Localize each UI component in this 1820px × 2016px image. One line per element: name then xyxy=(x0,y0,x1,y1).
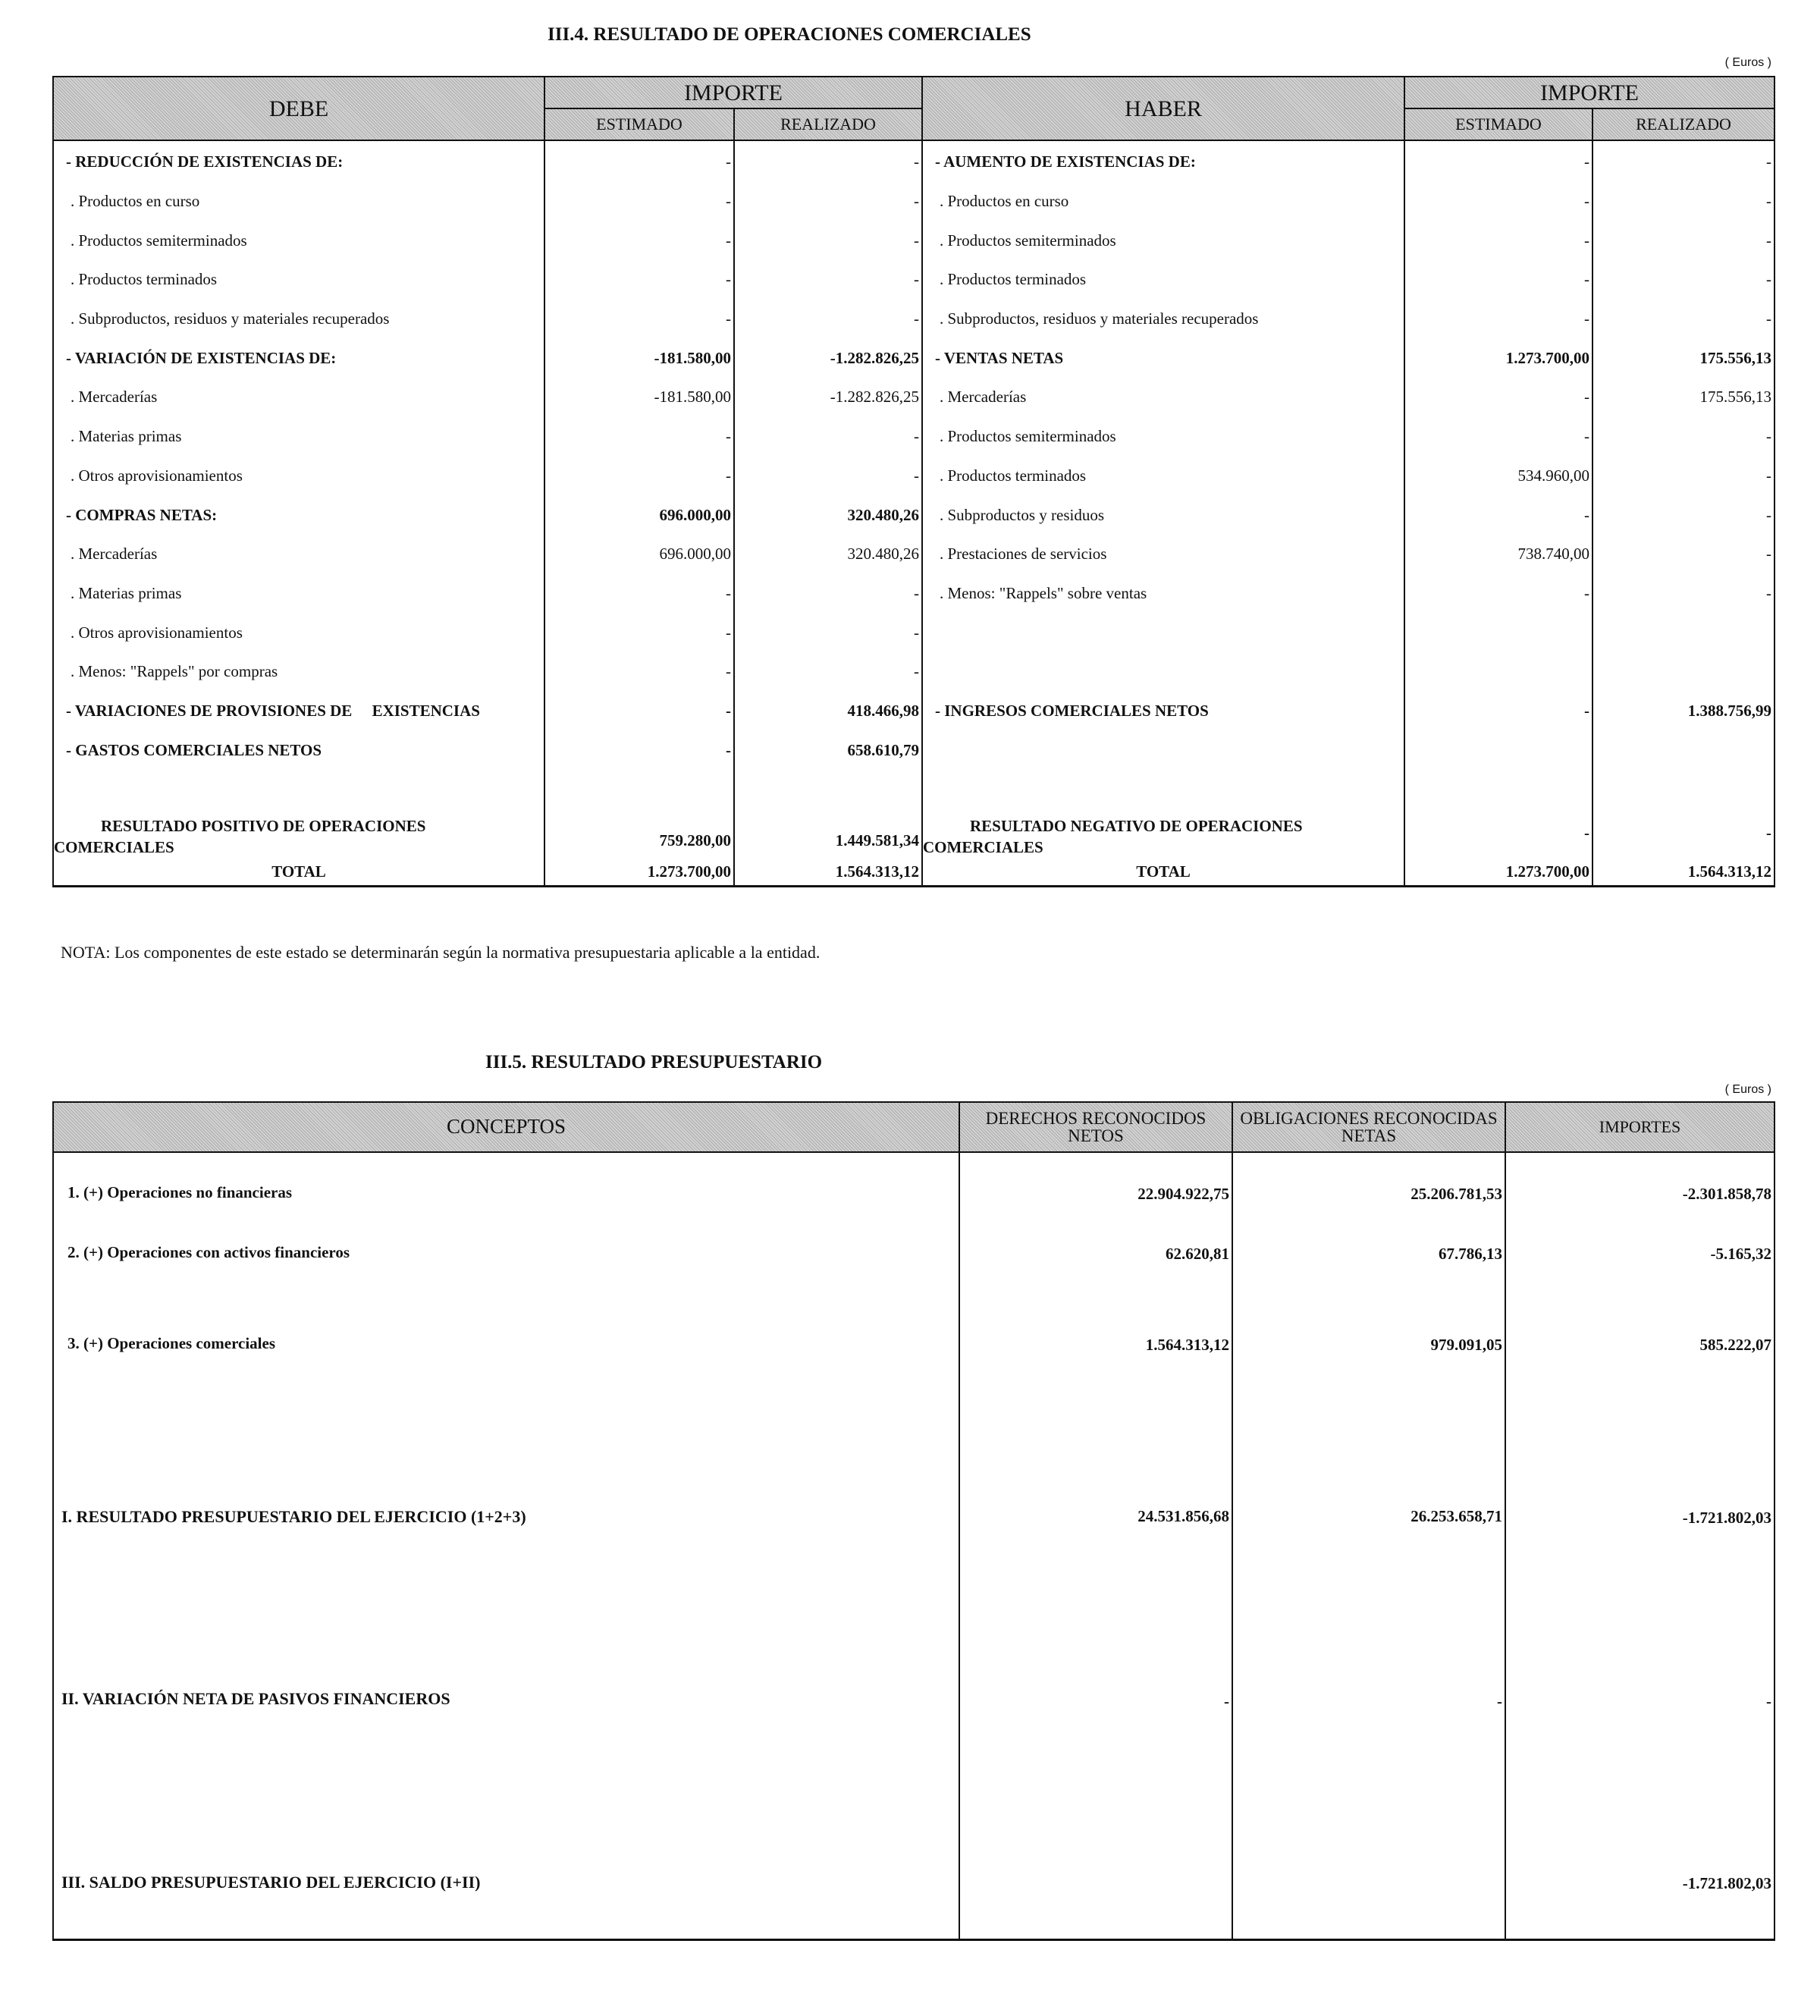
debe-estimado: - xyxy=(544,652,734,692)
total-haber-realizado: 1.564.313,12 xyxy=(1592,858,1774,887)
header-obligaciones xyxy=(1232,1102,1505,1152)
debe-estimado: - xyxy=(544,221,734,260)
debe-estimado: - xyxy=(544,417,734,457)
haber-realizado: - xyxy=(1592,457,1774,496)
derechos-value: 62.620,81 xyxy=(959,1243,1232,1334)
table-row xyxy=(53,260,1774,300)
haber-estimado: - xyxy=(1404,692,1592,731)
debe-estimado: 696.000,00 xyxy=(544,535,734,574)
header-conceptos: CONCEPTOS xyxy=(53,1102,959,1152)
debe-label: - COMPRAS NETAS: xyxy=(53,495,544,535)
haber-estimado: - xyxy=(1404,182,1592,221)
debe-estimado: - xyxy=(544,574,734,614)
obligaciones-value: 25.206.781,53 xyxy=(1232,1152,1505,1243)
debe-label: - REDUCCIÓN DE EXISTENCIAS DE: xyxy=(53,140,544,182)
haber-estimado: - xyxy=(1404,378,1592,417)
debe-label: - GASTOS COMERCIALES NETOS xyxy=(53,730,544,770)
resultado-positivo-line1: RESULTADO POSITIVO DE OPERACIONES xyxy=(101,817,426,836)
derechos-value xyxy=(959,1873,1232,1939)
table-row xyxy=(53,495,1774,535)
total-debe-estimado: 1.273.700,00 xyxy=(544,858,734,887)
table-row xyxy=(53,378,1774,417)
derechos-value: 1.564.313,12 xyxy=(959,1334,1232,1507)
haber-label xyxy=(922,613,1404,652)
derechos-value: 22.904.922,75 xyxy=(959,1152,1232,1243)
haber-label: - AUMENTO DE EXISTENCIAS DE: xyxy=(922,140,1404,182)
operaciones-comerciales-table xyxy=(52,76,1775,887)
table-row xyxy=(53,613,1774,652)
haber-label xyxy=(922,730,1404,770)
table-row xyxy=(53,730,1774,770)
table-row xyxy=(53,1873,1774,1939)
resultado-positivo-realizado: 1.449.581,34 xyxy=(734,770,922,858)
haber-realizado: - xyxy=(1592,574,1774,614)
table-row xyxy=(53,182,1774,221)
haber-realizado: - xyxy=(1592,417,1774,457)
obligaciones-value: 67.786,13 xyxy=(1232,1243,1505,1334)
debe-realizado: - xyxy=(734,221,922,260)
haber-realizado: - xyxy=(1592,495,1774,535)
table-row xyxy=(53,1689,1774,1873)
obligaciones-value: 26.253.658,71 xyxy=(1232,1507,1505,1689)
haber-estimado: - xyxy=(1404,300,1592,339)
resultado-positivo-line2: COMERCIALES xyxy=(54,837,174,856)
haber-realizado xyxy=(1592,730,1774,770)
table-row xyxy=(53,221,1774,260)
section2-units: ( Euros ) xyxy=(1724,1083,1771,1096)
header-obligaciones-line2: NETAS xyxy=(1341,1126,1397,1145)
header-importes: IMPORTES xyxy=(1505,1102,1774,1152)
concepto-label: III. SALDO PRESUPUESTARIO DEL EJERCICIO (I+II) xyxy=(53,1873,959,1939)
haber-estimado: - xyxy=(1404,140,1592,182)
haber-realizado xyxy=(1592,652,1774,692)
haber-estimado: 738.740,00 xyxy=(1404,535,1592,574)
haber-label: . Productos terminados xyxy=(922,457,1404,496)
importe-value: -2.301.858,78 xyxy=(1505,1152,1774,1243)
derechos-value: - xyxy=(959,1689,1232,1873)
concepto-label: 3. (+) Operaciones comerciales xyxy=(53,1334,959,1507)
concepto-label: I. RESULTADO PRESUPUESTARIO DEL EJERCICIO (1+2+3) xyxy=(53,1507,959,1689)
total-row xyxy=(53,858,1774,887)
debe-estimado: - xyxy=(544,140,734,182)
total-debe-realizado: 1.564.313,12 xyxy=(734,858,922,887)
debe-realizado: - xyxy=(734,613,922,652)
haber-estimado: 1.273.700,00 xyxy=(1404,338,1592,378)
table-row xyxy=(53,692,1774,731)
header-haber: HABER xyxy=(922,77,1404,140)
haber-label: . Mercaderías xyxy=(922,378,1404,417)
total-haber-estimado: 1.273.700,00 xyxy=(1404,858,1592,887)
debe-realizado: - xyxy=(734,300,922,339)
resultado-positivo-estimado: 759.280,00 xyxy=(544,770,734,858)
debe-label: . Subproductos, residuos y materiales recuperados xyxy=(53,300,544,339)
section2-title: III.5. RESULTADO PRESUPUESTARIO xyxy=(485,1052,823,1072)
debe-label: - VARIACIÓN DE EXISTENCIAS DE: xyxy=(53,338,544,378)
resultado-negativo-line2: COMERCIALES xyxy=(923,837,1043,856)
header-derechos xyxy=(959,1102,1232,1152)
haber-estimado: - xyxy=(1404,221,1592,260)
header-derechos-line2: NETOS xyxy=(1068,1126,1124,1145)
debe-label: . Productos terminados xyxy=(53,260,544,300)
header-estimado-debe: ESTIMADO xyxy=(544,108,734,140)
table-row xyxy=(53,652,1774,692)
resultado-row xyxy=(53,770,1774,858)
haber-realizado: 1.388.756,99 xyxy=(1592,692,1774,731)
haber-label xyxy=(922,652,1404,692)
header-obligaciones-line1: OBLIGACIONES RECONOCIDAS xyxy=(1240,1109,1498,1128)
debe-label: . Materias primas xyxy=(53,417,544,457)
table-row xyxy=(53,140,1774,182)
haber-label: . Productos en curso xyxy=(922,182,1404,221)
header-importe-debe: IMPORTE xyxy=(544,77,922,108)
debe-label: . Productos en curso xyxy=(53,182,544,221)
debe-realizado: 320.480,26 xyxy=(734,495,922,535)
debe-estimado: -181.580,00 xyxy=(544,378,734,417)
header-derechos-line1: DERECHOS RECONOCIDOS xyxy=(985,1109,1207,1128)
debe-realizado: -1.282.826,25 xyxy=(734,378,922,417)
table-row xyxy=(53,457,1774,496)
haber-label: - INGRESOS COMERCIALES NETOS xyxy=(922,692,1404,731)
haber-realizado: - xyxy=(1592,535,1774,574)
debe-realizado: - xyxy=(734,140,922,182)
table-row xyxy=(53,535,1774,574)
haber-estimado xyxy=(1404,613,1592,652)
haber-label: . Productos semiterminados xyxy=(922,221,1404,260)
debe-estimado: - xyxy=(544,692,734,731)
table-row xyxy=(53,300,1774,339)
haber-estimado xyxy=(1404,652,1592,692)
haber-realizado xyxy=(1592,613,1774,652)
haber-estimado: - xyxy=(1404,260,1592,300)
debe-realizado: - xyxy=(734,574,922,614)
debe-label: . Otros aprovisionamientos xyxy=(53,613,544,652)
header-debe: DEBE xyxy=(53,77,544,140)
debe-estimado: - xyxy=(544,613,734,652)
debe-realizado: 418.466,98 xyxy=(734,692,922,731)
table-row xyxy=(53,1334,1774,1507)
haber-estimado xyxy=(1404,730,1592,770)
importe-value: - xyxy=(1505,1689,1774,1873)
debe-label: . Productos semiterminados xyxy=(53,221,544,260)
haber-label: . Subproductos, residuos y materiales recuperados xyxy=(922,300,1404,339)
debe-estimado: - xyxy=(544,730,734,770)
haber-estimado: - xyxy=(1404,495,1592,535)
haber-realizado: - xyxy=(1592,260,1774,300)
debe-estimado: - xyxy=(544,300,734,339)
concepto-label: 1. (+) Operaciones no financieras xyxy=(53,1152,959,1243)
debe-label: . Materias primas xyxy=(53,574,544,614)
header-realizado-haber: REALIZADO xyxy=(1592,108,1774,140)
debe-estimado: - xyxy=(544,182,734,221)
debe-realizado: - xyxy=(734,652,922,692)
debe-estimado: - xyxy=(544,457,734,496)
debe-label: - VARIACIONES DE PROVISIONES DE EXISTENCIAS xyxy=(53,692,544,731)
derechos-value: 24.531.856,68 xyxy=(959,1507,1232,1689)
header-estimado-haber: ESTIMADO xyxy=(1404,108,1592,140)
haber-estimado: 534.960,00 xyxy=(1404,457,1592,496)
resultado-negativo-realizado: - xyxy=(1592,770,1774,858)
total-haber-label: TOTAL xyxy=(922,858,1404,887)
table-row xyxy=(53,1507,1774,1689)
header-realizado-debe: REALIZADO xyxy=(734,108,922,140)
haber-label: . Prestaciones de servicios xyxy=(922,535,1404,574)
importe-value: -1.721.802,03 xyxy=(1505,1873,1774,1939)
resultado-negativo-estimado: - xyxy=(1404,770,1592,858)
debe-realizado: -1.282.826,25 xyxy=(734,338,922,378)
haber-label: . Subproductos y residuos xyxy=(922,495,1404,535)
debe-label: . Mercaderías xyxy=(53,535,544,574)
resultado-positivo-label xyxy=(53,770,544,858)
nota-text: NOTA: Los componentes de este estado se determinarán según la normativa presupuestaria aplicable a la entidad. xyxy=(61,943,821,962)
debe-realizado: - xyxy=(734,182,922,221)
obligaciones-value: - xyxy=(1232,1689,1505,1873)
total-debe-label: TOTAL xyxy=(53,858,544,887)
table-row xyxy=(53,574,1774,614)
debe-estimado: 696.000,00 xyxy=(544,495,734,535)
debe-realizado: 320.480,26 xyxy=(734,535,922,574)
concepto-label: II. VARIACIÓN NETA DE PASIVOS FINANCIEROS xyxy=(53,1689,959,1873)
debe-label: . Otros aprovisionamientos xyxy=(53,457,544,496)
debe-realizado: 658.610,79 xyxy=(734,730,922,770)
table-row xyxy=(53,417,1774,457)
obligaciones-value xyxy=(1232,1873,1505,1939)
resultado-presupuestario-table xyxy=(52,1101,1775,1941)
debe-realizado: - xyxy=(734,457,922,496)
haber-realizado: - xyxy=(1592,140,1774,182)
haber-estimado: - xyxy=(1404,417,1592,457)
haber-realizado: - xyxy=(1592,300,1774,339)
section1-title: III.4. RESULTADO DE OPERACIONES COMERCIALES xyxy=(548,24,1031,45)
resultado-negativo-line1: RESULTADO NEGATIVO DE OPERACIONES xyxy=(970,817,1303,836)
importe-value: -5.165,32 xyxy=(1505,1243,1774,1334)
haber-label: . Productos semiterminados xyxy=(922,417,1404,457)
debe-estimado: -181.580,00 xyxy=(544,338,734,378)
importe-value: 585.222,07 xyxy=(1505,1334,1774,1507)
table-row xyxy=(53,1152,1774,1243)
table-row xyxy=(53,1243,1774,1334)
haber-estimado: - xyxy=(1404,574,1592,614)
debe-label: . Mercaderías xyxy=(53,378,544,417)
haber-realizado: 175.556,13 xyxy=(1592,338,1774,378)
haber-realizado: - xyxy=(1592,221,1774,260)
table-row xyxy=(53,338,1774,378)
obligaciones-value: 979.091,05 xyxy=(1232,1334,1505,1507)
haber-label: . Menos: "Rappels" sobre ventas xyxy=(922,574,1404,614)
haber-realizado: - xyxy=(1592,182,1774,221)
importe-value: -1.721.802,03 xyxy=(1505,1507,1774,1689)
haber-label: - VENTAS NETAS xyxy=(922,338,1404,378)
section1-units: ( Euros ) xyxy=(1724,56,1771,69)
debe-realizado: - xyxy=(734,417,922,457)
debe-estimado: - xyxy=(544,260,734,300)
debe-realizado: - xyxy=(734,260,922,300)
debe-label: . Menos: "Rappels" por compras xyxy=(53,652,544,692)
haber-realizado: 175.556,13 xyxy=(1592,378,1774,417)
resultado-negativo-label xyxy=(922,770,1404,858)
concepto-label: 2. (+) Operaciones con activos financieros xyxy=(53,1243,959,1334)
haber-label: . Productos terminados xyxy=(922,260,1404,300)
header-importe-haber: IMPORTE xyxy=(1404,77,1774,108)
